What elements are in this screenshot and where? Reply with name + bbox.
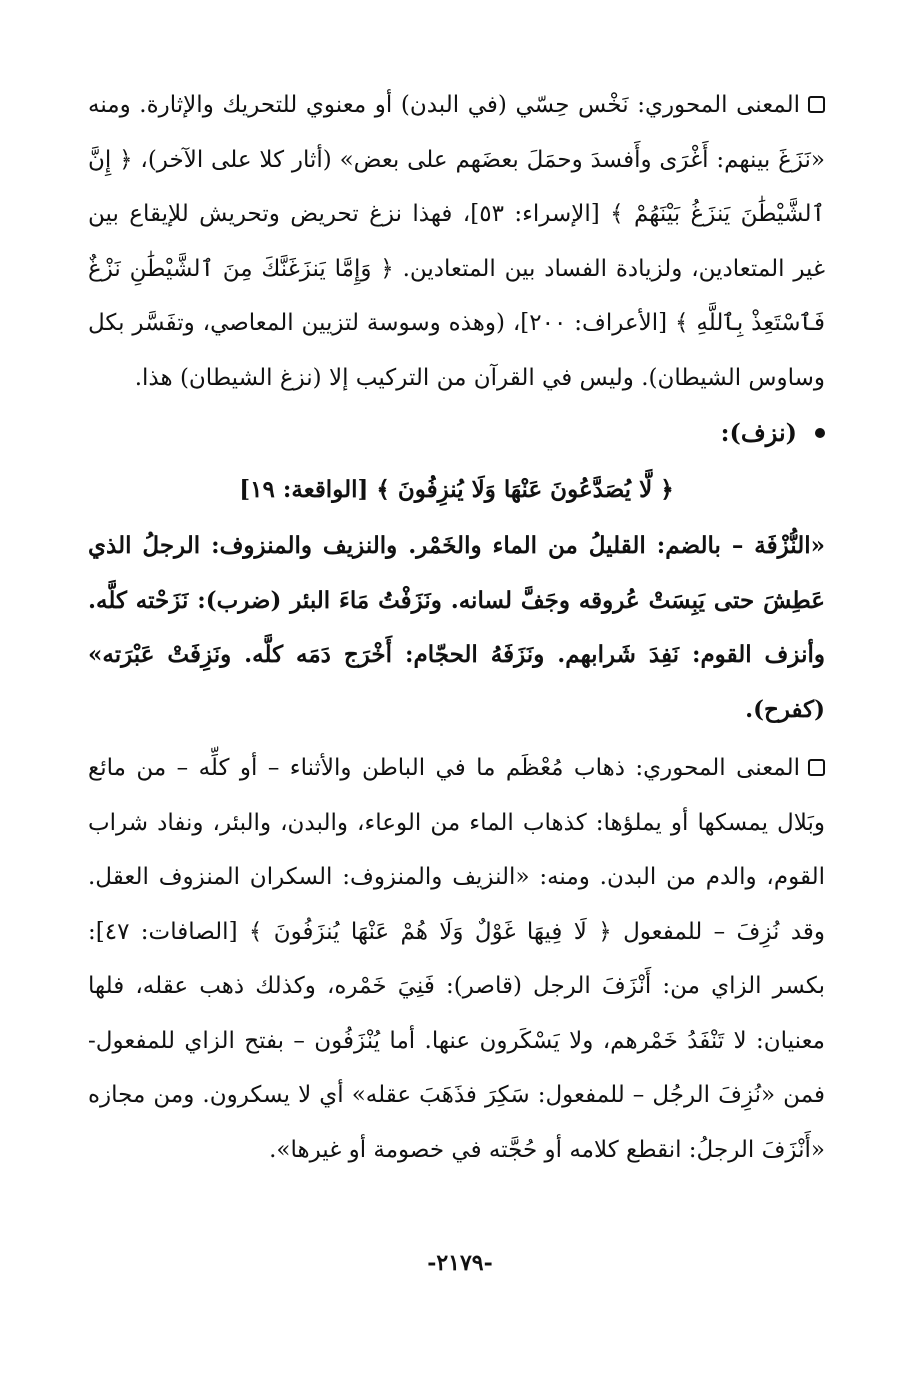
paragraph-definition: «النُّزْفَة – بالضم: القليلُ من الماء والخَمْر. والنزيف والمنزوف: الرجلُ الذي عَطِشَ حتى يَبِسَتْ عُروقه وجَفَّ لسانه. ونَزَفْتُ مَاءَ البئر (ضرب): نَزَحْته كلَّه. وأنزف القوم: نَفِدَ شَرابهم. ونَزَفَهُ الحجّام: أَخْرَج دَمَه كلَّه. ونَزِفَتْ عَبْرَته» (كفرح).	[88, 532, 825, 723]
page-number: -٢١٧٩-	[427, 1250, 493, 1276]
checkbox-icon	[808, 96, 825, 113]
entry-heading	[88, 405, 825, 461]
paragraph-nazagha-meaning	[88, 78, 825, 405]
bullet-icon	[815, 428, 825, 438]
checkbox-icon	[808, 759, 825, 776]
paragraph-nazafa-meaning	[88, 741, 825, 1177]
entry-heading-text: (نزف):	[720, 418, 797, 447]
nazagha-text: المعنى المحوري: نَخْس حِسّي (في البدن) أو معنوي للتحريك والإثارة. ومنه «نَزَغَ بينهم: أَغْرَى وأَفسدَ وحمَلَ بعضَهم على بعض» (أثار كلا على الآخر)، ﴿ إِنَّ ٱلشَّيْطَٰنَ يَنزَغُ بَيْنَهُمْ ﴾ [الإسراء: ٥٣]، فهذا نزغ تحريض وتحريش للإيقاع بين غير المتعادين، ولزيادة الفساد بين المتعادين. ﴿ وَإِمَّا يَنزَغَنَّكَ مِنَ ٱلشَّيْطَٰنِ نَزْغٌ فَٱسْتَعِذْ بِٱللَّهِ ﴾ [الأعراف: ٢٠٠]، (وهذه وسوسة لتزيين المعاصي، وتفَسَّر بكل وساوس الشيطان). وليس في القرآن من التركيب إلا (نزغ الشيطان) هذا.	[88, 92, 826, 391]
quran-verse: ﴿ لَّا يُصَدَّعُونَ عَنْهَا وَلَا يُنزِفُونَ ﴾ [الواقعة: ١٩]	[239, 476, 674, 503]
nazafa-text: المعنى المحوري: ذهاب مُعْظَم ما في الباطن والأثناء – أو كلِّه – من مائع وبَلال يمسكها أو يملؤها: كذهاب الماء من الوعاء، والبدن، والبئر، ونفاد شراب القوم، والدم من البدن. ومنه: «النزيف والمنزوف: السكران المنزوف العقل. وقد نُزِفَ – للمفعول ﴿ لَا فِيهَا غَوْلٌ وَلَا هُمْ عَنْهَا يُنزَفُونَ ﴾ [الصافات: ٤٧]: بكسر الزاي من: أَنْزَفَ الرجل (قاصر): فَنِيَ خَمْره، وكذلك ذهب عقله، فلها معنيان: لا تَنْفَدُ خَمْرهم، ولا يَسْكَرون عنها. أما يُنْزَفُون – بفتح الزاي للمفعول- فمن «نُزِفَ الرجُل – للمفعول: سَكِرَ فذَهَبَ عقله» أي لا يسكرون. ومن مجازه «أَنْزَفَ الرجلُ: انقطع كلامه أو حُجَّته في خصومة أو غيرها».	[88, 755, 825, 1163]
